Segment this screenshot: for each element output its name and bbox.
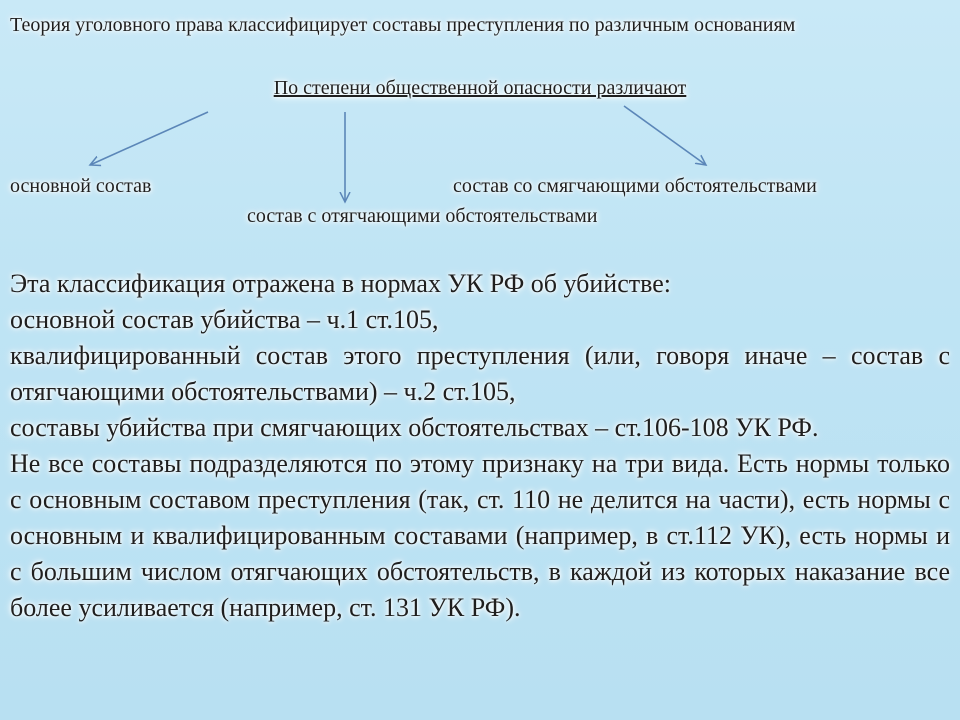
paragraph: составы убийства при смягчающих обстоятельствах – ст.106-108 УК РФ. bbox=[10, 413, 819, 442]
arrow-right bbox=[624, 106, 706, 165]
paragraph: квалифицированный состав этого преступления (или, говоря иначе – состав с отягчающими обстоятельствами) – ч.2 ст.105, bbox=[10, 341, 950, 406]
classification-subtitle-text: По степени общественной опасности различают bbox=[273, 77, 687, 99]
classification-subtitle bbox=[0, 76, 960, 100]
intro-text: Теория уголовного права классифицирует составы преступления по различным основаниям bbox=[10, 14, 796, 36]
paragraph: основной состав убийства – ч.1 ст.105, bbox=[10, 305, 439, 334]
branch-aggravating: состав с отягчающими обстоятельствами bbox=[247, 205, 598, 227]
branch-mitigating: состав со смягчающими обстоятельствами bbox=[453, 175, 817, 197]
branch-basic: основной состав bbox=[10, 175, 152, 197]
paragraph: Не все составы подразделяются по этому признаку на три вида. Есть нормы только с основным составом преступления (так, ст. 110 не делится на части), есть нормы с основным и квалифицированным составами (например, в ст.112 УК), есть нормы и с большим числом отягчающих обстоятельств, в каждой из которых наказание все более усиливается (например, ст. 131 УК РФ). bbox=[10, 449, 950, 622]
paragraph: Эта классификация отражена в нормах УК РФ об убийстве: bbox=[10, 269, 671, 298]
arrow-left bbox=[90, 112, 208, 165]
main-text bbox=[10, 266, 950, 626]
